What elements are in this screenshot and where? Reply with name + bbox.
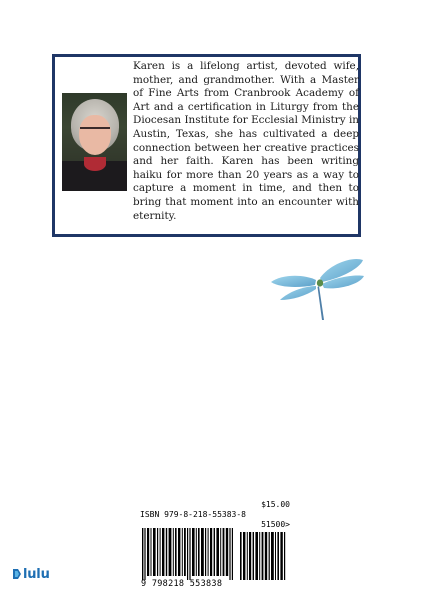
author-bio-text: Karen is a lifelong artist, devoted wife, mother, and grandmother. With a Master of Fine Arts from Cranbrook Academy of Art and a certification in Liturgy from the Diocesan Institute for Ecclesial Ministry in Austin, Texas, she has cultivated a deep connection between her creative practices and her faith. Karen has been writing haiku for more than 20 years as a way to capture a moment in time, and then to bring that moment into an encounter with eternity. [133,60,359,222]
isbn-text: ISBN 979-8-218-55383-8 [140,510,246,519]
price-text: $15.00 [261,500,290,509]
publisher-name: lulu [23,566,50,582]
price-addon-code: 51500> [261,520,290,529]
barcode-label [137,498,293,593]
lulu-logo-icon [12,568,22,580]
author-photo-collar [84,157,106,171]
author-bio-box [52,54,361,237]
publisher-logo [12,565,50,583]
author-photo [62,93,127,191]
author-photo-glasses [80,127,110,135]
dragonfly-icon [268,254,368,322]
barcode-bars [140,522,290,580]
author-photo-face [79,115,111,155]
barcode-number: 9 798218 553838 [141,579,223,589]
